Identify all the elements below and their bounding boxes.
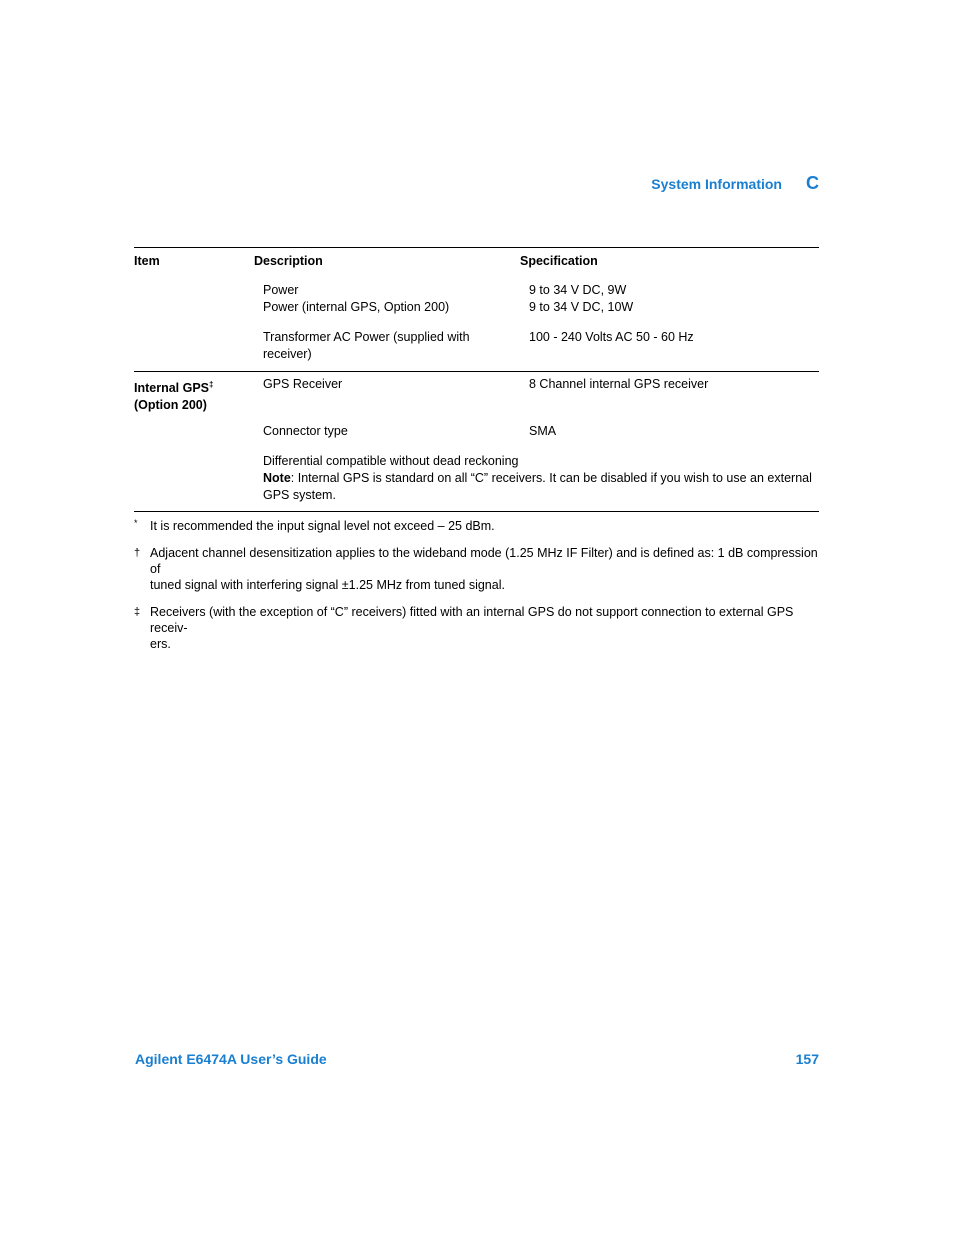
differential-note-block [263, 453, 819, 504]
table-header-row [134, 248, 819, 278]
guide-title: Agilent E6474A User’s Guide [135, 1051, 327, 1067]
footnote-text-line2: tuned signal with interfering signal ±1.25 MHz from tuned signal. [150, 578, 505, 592]
power-spec: 9 to 34 V DC, 9W [529, 283, 627, 297]
internal-gps-item-line1: Internal GPS [134, 381, 210, 396]
transformer-spec: 100 - 240 Volts AC 50 - 60 Hz [529, 330, 694, 344]
footnote-ref-double-dagger: ‡ [209, 380, 214, 389]
footnote-mark: † [134, 547, 141, 559]
internal-gps-item [134, 376, 249, 414]
power-label: Power [263, 283, 299, 297]
power-gps-spec: 9 to 34 V DC, 10W [529, 300, 634, 314]
column-header-item: Item [134, 254, 160, 268]
footnote-text: It is recommended the input signal level not exceed – 25 dBm. [150, 519, 495, 533]
footnote-double-dagger [134, 604, 819, 652]
section-title: System Information [651, 176, 782, 192]
page-number: 157 [795, 1051, 819, 1067]
page-footer [135, 1051, 819, 1067]
note-text-line1: : Internal GPS is standard on all “C” receivers. It can be disabled if you wish to use an external [290, 471, 812, 485]
footnote-mark: * [134, 518, 138, 528]
footnote-text-line1: Receivers (with the exception of “C” receivers) fitted with an internal GPS do not support connection to external GPS receiv- [150, 605, 794, 635]
differential-text: Differential compatible without dead reckoning [263, 454, 519, 468]
connector-spec: SMA [529, 424, 557, 438]
table-bottom-rule [134, 511, 819, 512]
footnote-mark: ‡ [134, 606, 141, 618]
transformer-label-line2: receiver) [263, 347, 312, 361]
note-label: Note [263, 471, 291, 485]
note-text-line2: GPS system. [263, 488, 336, 502]
chapter-letter: C [806, 173, 819, 193]
table-row-internal-gps [134, 372, 819, 511]
footnote-text-line1: Adjacent channel desensitization applies to the wideband mode (1.25 MHz IF Filter) and is defined as: 1 dB compression of [150, 546, 818, 576]
footnote-asterisk [134, 518, 819, 534]
footnotes [134, 518, 819, 663]
column-header-description: Description [254, 254, 323, 268]
connector-label: Connector type [263, 424, 348, 438]
column-header-specification: Specification [520, 254, 598, 268]
gps-receiver-label: GPS Receiver [263, 377, 343, 391]
transformer-description [263, 329, 503, 363]
specifications-table [134, 247, 819, 512]
power-specification [529, 282, 819, 316]
transformer-label-line1: Transformer AC Power (supplied with [263, 330, 470, 344]
footnote-dagger [134, 545, 819, 593]
power-description [263, 282, 503, 316]
table-row-power [134, 278, 819, 371]
internal-gps-item-line2: (Option 200) [134, 398, 207, 413]
power-gps-label: Power (internal GPS, Option 200) [263, 300, 450, 314]
footnote-text-line2: ers. [150, 637, 171, 651]
gps-receiver-spec: 8 Channel internal GPS receiver [529, 377, 709, 391]
running-header [651, 173, 819, 194]
